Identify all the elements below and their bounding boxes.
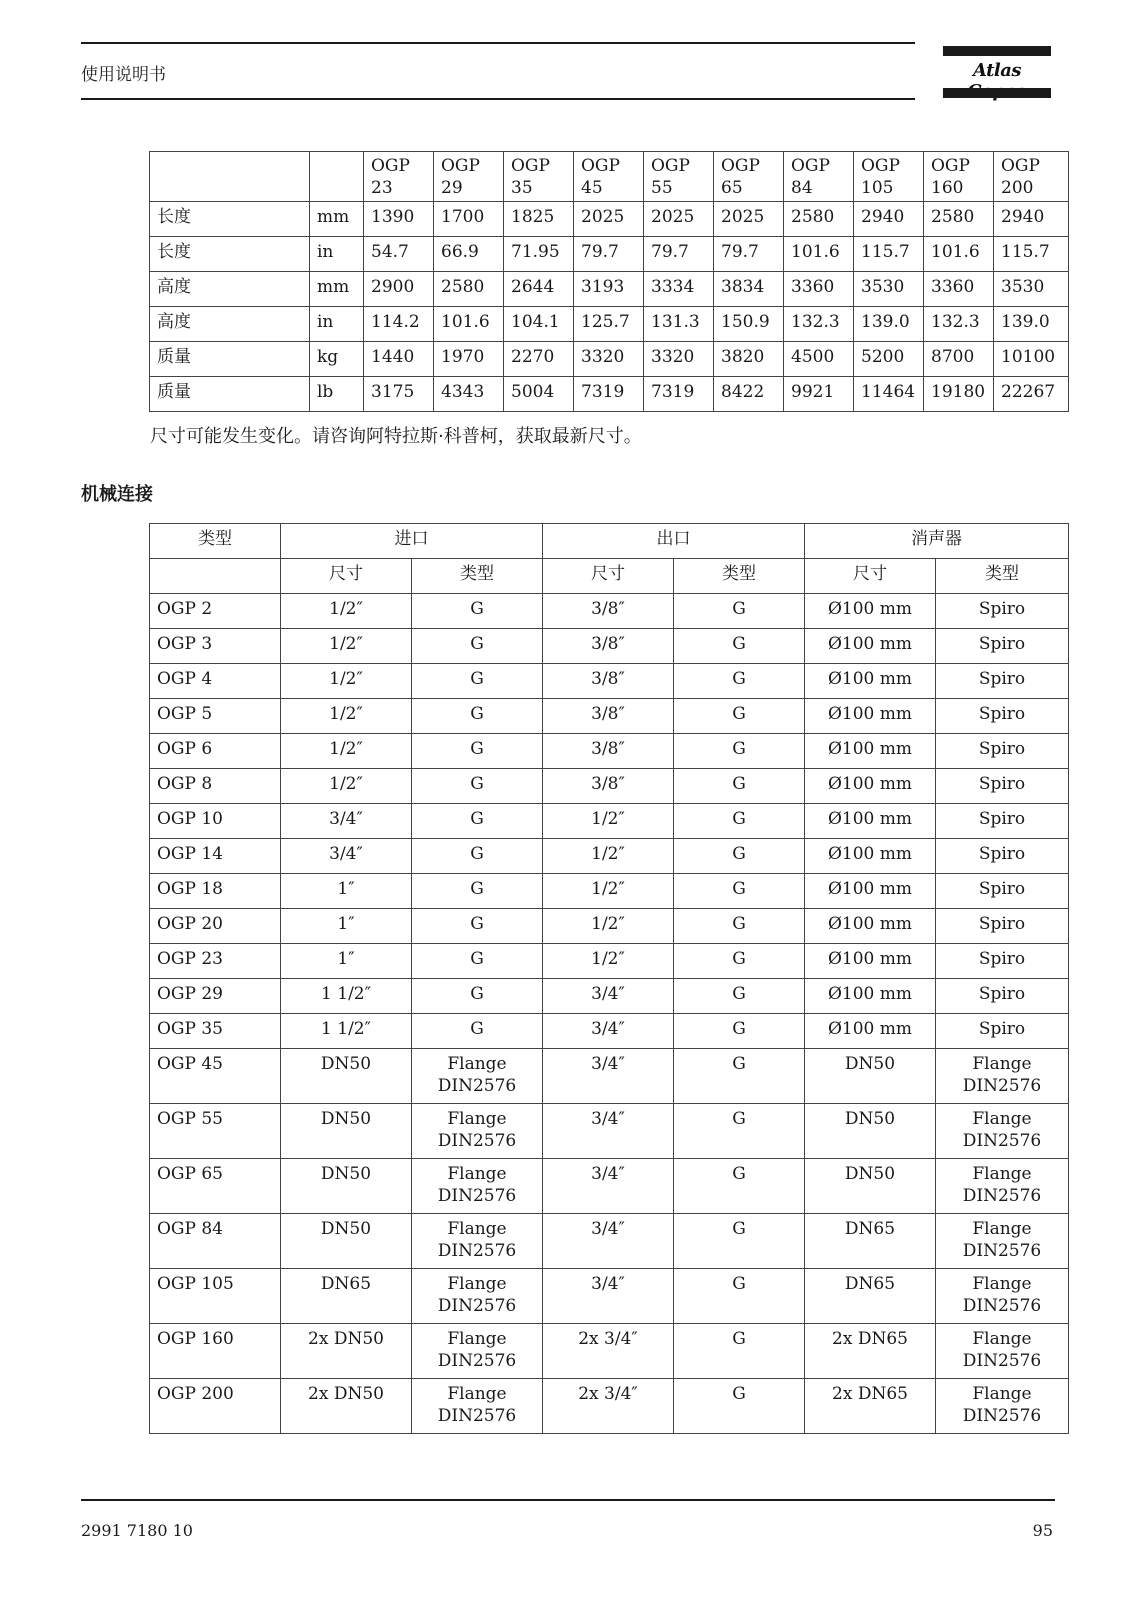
connection-value: G xyxy=(674,874,805,909)
model-header: OGP 55 xyxy=(644,152,714,202)
connection-value: 1/2″ xyxy=(281,699,412,734)
dimensions-row xyxy=(150,307,1069,342)
model-name: OGP 6 xyxy=(150,734,281,769)
dimensions-row xyxy=(150,377,1069,412)
connection-value: Spiro xyxy=(936,734,1069,769)
connection-value: Flange DIN2576 xyxy=(936,1324,1069,1379)
dimension-value: 2025 xyxy=(574,202,644,237)
connections-row xyxy=(150,664,1069,699)
dimension-value: 2025 xyxy=(714,202,784,237)
model-header: OGP 65 xyxy=(714,152,784,202)
model-header: OGP 84 xyxy=(784,152,854,202)
dimension-value: 3175 xyxy=(364,377,434,412)
connection-value: 2x 3/4″ xyxy=(543,1379,674,1434)
connection-value: Ø100 mm xyxy=(805,699,936,734)
connection-value: Spiro xyxy=(936,629,1069,664)
connection-value: G xyxy=(412,664,543,699)
connection-value: Ø100 mm xyxy=(805,594,936,629)
connection-value: G xyxy=(674,1379,805,1434)
connection-value: G xyxy=(674,1014,805,1049)
connection-value: 3/4″ xyxy=(281,804,412,839)
dimension-value: 5200 xyxy=(854,342,924,377)
connections-row xyxy=(150,979,1069,1014)
connection-value: G xyxy=(674,804,805,839)
connection-value: 2x 3/4″ xyxy=(543,1324,674,1379)
document-title: 使用说明书 xyxy=(81,65,166,85)
connection-value: Spiro xyxy=(936,874,1069,909)
dimension-value: 1440 xyxy=(364,342,434,377)
page-number: 95 xyxy=(1032,1521,1053,1540)
connection-value: 1/2″ xyxy=(281,734,412,769)
connections-row xyxy=(150,769,1069,804)
dimensions-table xyxy=(149,151,1069,412)
inlet-header: 进口 xyxy=(281,524,543,559)
dimension-value: 139.0 xyxy=(854,307,924,342)
connection-value: DN50 xyxy=(281,1049,412,1104)
dimension-value: 79.7 xyxy=(644,237,714,272)
dimension-value: 1700 xyxy=(434,202,504,237)
model-name: OGP 200 xyxy=(150,1379,281,1434)
connection-value: Flange DIN2576 xyxy=(936,1104,1069,1159)
connection-value: Spiro xyxy=(936,944,1069,979)
connection-value: 3/4″ xyxy=(543,1269,674,1324)
dimension-value: 3820 xyxy=(714,342,784,377)
dimension-value: 10100 xyxy=(994,342,1069,377)
connection-value: Ø100 mm xyxy=(805,769,936,804)
logo-bottom-bar xyxy=(943,88,1051,98)
connection-value: Ø100 mm xyxy=(805,734,936,769)
connection-value: Flange DIN2576 xyxy=(936,1269,1069,1324)
dimensions-row xyxy=(150,342,1069,377)
section-heading: 机械连接 xyxy=(81,484,153,505)
connection-value: G xyxy=(412,839,543,874)
connection-value: 1/2″ xyxy=(543,839,674,874)
model-name: OGP 8 xyxy=(150,769,281,804)
connection-value: Flange DIN2576 xyxy=(936,1214,1069,1269)
connection-value: G xyxy=(674,594,805,629)
dimension-value: 3320 xyxy=(574,342,644,377)
connection-value: Flange DIN2576 xyxy=(412,1049,543,1104)
connection-value: DN50 xyxy=(281,1159,412,1214)
connections-row xyxy=(150,1214,1069,1269)
connection-value: 2x DN50 xyxy=(281,1379,412,1434)
model-name: OGP 2 xyxy=(150,594,281,629)
model-name: OGP 4 xyxy=(150,664,281,699)
connection-value: Flange DIN2576 xyxy=(936,1379,1069,1434)
connection-value: 1″ xyxy=(281,944,412,979)
connection-value: Spiro xyxy=(936,1014,1069,1049)
connections-row xyxy=(150,1379,1069,1434)
connection-value: DN65 xyxy=(805,1269,936,1324)
connection-value: 1/2″ xyxy=(543,804,674,839)
connections-table xyxy=(149,523,1069,1434)
connection-value: 3/4″ xyxy=(543,1049,674,1104)
connection-value: DN65 xyxy=(281,1269,412,1324)
unit-label: mm xyxy=(310,272,364,307)
empty-cell xyxy=(310,152,364,202)
connection-value: DN50 xyxy=(805,1104,936,1159)
connection-value: G xyxy=(412,804,543,839)
quantity-label: 长度 xyxy=(150,237,310,272)
model-header: OGP 29 xyxy=(434,152,504,202)
dimension-value: 101.6 xyxy=(434,307,504,342)
dimension-value: 22267 xyxy=(994,377,1069,412)
connection-value: DN50 xyxy=(805,1159,936,1214)
model-header: OGP 200 xyxy=(994,152,1069,202)
dimension-value: 3360 xyxy=(784,272,854,307)
connection-value: G xyxy=(674,664,805,699)
dimension-value: 1825 xyxy=(504,202,574,237)
unit-label: lb xyxy=(310,377,364,412)
dimensions-header-row xyxy=(150,152,1069,202)
connection-value: Flange DIN2576 xyxy=(936,1159,1069,1214)
atlas-copco-logo xyxy=(943,46,1051,98)
connection-value: Spiro xyxy=(936,699,1069,734)
quantity-label: 高度 xyxy=(150,272,310,307)
connection-value: G xyxy=(674,1159,805,1214)
connection-value: Spiro xyxy=(936,769,1069,804)
connection-value: 3/8″ xyxy=(543,594,674,629)
connection-value: 3/8″ xyxy=(543,664,674,699)
sub-header: 类型 xyxy=(412,559,543,594)
empty-cell xyxy=(150,559,281,594)
connection-value: G xyxy=(674,699,805,734)
connections-row xyxy=(150,804,1069,839)
model-name: OGP 45 xyxy=(150,1049,281,1104)
connection-value: 1 1/2″ xyxy=(281,979,412,1014)
dimension-value: 101.6 xyxy=(924,237,994,272)
dimension-value: 54.7 xyxy=(364,237,434,272)
connection-value: G xyxy=(674,734,805,769)
connection-value: 3/4″ xyxy=(543,1104,674,1159)
connection-value: 3/4″ xyxy=(543,1159,674,1214)
connection-value: G xyxy=(412,1014,543,1049)
unit-label: in xyxy=(310,307,364,342)
connection-value: G xyxy=(412,699,543,734)
model-name: OGP 14 xyxy=(150,839,281,874)
dimension-value: 101.6 xyxy=(784,237,854,272)
dimension-value: 132.3 xyxy=(784,307,854,342)
unit-label: kg xyxy=(310,342,364,377)
dimension-value: 1390 xyxy=(364,202,434,237)
model-header: OGP 35 xyxy=(504,152,574,202)
model-name: OGP 55 xyxy=(150,1104,281,1159)
connection-value: Spiro xyxy=(936,909,1069,944)
connection-value: 3/8″ xyxy=(543,699,674,734)
connection-value: Ø100 mm xyxy=(805,664,936,699)
outlet-header: 出口 xyxy=(543,524,805,559)
connections-row xyxy=(150,874,1069,909)
connection-value: G xyxy=(412,979,543,1014)
connection-value: G xyxy=(674,839,805,874)
dimension-value: 139.0 xyxy=(994,307,1069,342)
dimension-value: 2580 xyxy=(924,202,994,237)
model-name: OGP 3 xyxy=(150,629,281,664)
dimension-value: 115.7 xyxy=(854,237,924,272)
dimension-value: 131.3 xyxy=(644,307,714,342)
connections-sub-header-row xyxy=(150,559,1069,594)
quantity-label: 长度 xyxy=(150,202,310,237)
connection-value: G xyxy=(674,909,805,944)
connection-value: 1 1/2″ xyxy=(281,1014,412,1049)
model-name: OGP 23 xyxy=(150,944,281,979)
connections-row xyxy=(150,839,1069,874)
connection-value: Flange DIN2576 xyxy=(412,1104,543,1159)
connections-row xyxy=(150,909,1069,944)
connection-value: Spiro xyxy=(936,664,1069,699)
connection-value: 3/8″ xyxy=(543,629,674,664)
connection-value: G xyxy=(412,944,543,979)
connection-value: 3/4″ xyxy=(543,1214,674,1269)
connection-value: 1/2″ xyxy=(281,664,412,699)
dimension-value: 3360 xyxy=(924,272,994,307)
connection-value: G xyxy=(674,769,805,804)
connection-value: 2x DN65 xyxy=(805,1324,936,1379)
dimension-value: 132.3 xyxy=(924,307,994,342)
sub-header: 类型 xyxy=(674,559,805,594)
connection-value: Spiro xyxy=(936,594,1069,629)
connection-value: G xyxy=(674,629,805,664)
connection-value: DN65 xyxy=(805,1214,936,1269)
connection-value: Ø100 mm xyxy=(805,629,936,664)
dimension-value: 3530 xyxy=(994,272,1069,307)
silencer-header: 消声器 xyxy=(805,524,1069,559)
model-name: OGP 20 xyxy=(150,909,281,944)
dimension-value: 4500 xyxy=(784,342,854,377)
dimension-value: 125.7 xyxy=(574,307,644,342)
model-header: OGP 23 xyxy=(364,152,434,202)
model-name: OGP 5 xyxy=(150,699,281,734)
model-header: OGP 160 xyxy=(924,152,994,202)
header-top-rule xyxy=(81,42,915,44)
connection-value: G xyxy=(412,734,543,769)
dimension-value: 66.9 xyxy=(434,237,504,272)
empty-cell xyxy=(150,152,310,202)
connection-value: Ø100 mm xyxy=(805,909,936,944)
model-name: OGP 35 xyxy=(150,1014,281,1049)
connection-value: G xyxy=(412,594,543,629)
dimension-value: 3320 xyxy=(644,342,714,377)
dimension-value: 9921 xyxy=(784,377,854,412)
connection-value: G xyxy=(674,1324,805,1379)
connections-row xyxy=(150,1159,1069,1214)
dimension-value: 2025 xyxy=(644,202,714,237)
connection-value: 1/2″ xyxy=(543,909,674,944)
connections-row xyxy=(150,944,1069,979)
connection-value: 1/2″ xyxy=(543,944,674,979)
connection-value: DN50 xyxy=(281,1214,412,1269)
connections-row xyxy=(150,1269,1069,1324)
dimension-value: 5004 xyxy=(504,377,574,412)
header-bottom-rule xyxy=(81,98,915,100)
connection-value: Ø100 mm xyxy=(805,944,936,979)
logo-top-bar xyxy=(943,46,1051,56)
connection-value: 3/8″ xyxy=(543,734,674,769)
model-name: OGP 105 xyxy=(150,1269,281,1324)
connection-value: Spiro xyxy=(936,839,1069,874)
document-number: 2991 7180 10 xyxy=(81,1521,193,1540)
model-name: OGP 160 xyxy=(150,1324,281,1379)
model-name: OGP 84 xyxy=(150,1214,281,1269)
connection-value: 1/2″ xyxy=(281,769,412,804)
connections-group-header-row xyxy=(150,524,1069,559)
sub-header: 尺寸 xyxy=(543,559,674,594)
dimension-value: 3193 xyxy=(574,272,644,307)
model-header: OGP 105 xyxy=(854,152,924,202)
type-header: 类型 xyxy=(150,524,281,559)
connection-value: 1/2″ xyxy=(543,874,674,909)
connection-value: Flange DIN2576 xyxy=(412,1324,543,1379)
connection-value: Ø100 mm xyxy=(805,1014,936,1049)
dimension-value: 2644 xyxy=(504,272,574,307)
dimension-value: 11464 xyxy=(854,377,924,412)
dimension-value: 3530 xyxy=(854,272,924,307)
unit-label: mm xyxy=(310,202,364,237)
dimension-value: 19180 xyxy=(924,377,994,412)
connection-value: G xyxy=(412,909,543,944)
connections-row xyxy=(150,629,1069,664)
connection-value: Ø100 mm xyxy=(805,839,936,874)
sub-header: 类型 xyxy=(936,559,1069,594)
connection-value: G xyxy=(412,874,543,909)
connection-value: Spiro xyxy=(936,979,1069,1014)
connection-value: Ø100 mm xyxy=(805,874,936,909)
dimension-value: 2580 xyxy=(784,202,854,237)
model-name: OGP 29 xyxy=(150,979,281,1014)
dimension-value: 3834 xyxy=(714,272,784,307)
connection-value: G xyxy=(674,1049,805,1104)
dimension-value: 115.7 xyxy=(994,237,1069,272)
dimension-value: 7319 xyxy=(574,377,644,412)
connection-value: Flange DIN2576 xyxy=(936,1049,1069,1104)
dimension-value: 79.7 xyxy=(574,237,644,272)
dimension-value: 2900 xyxy=(364,272,434,307)
connection-value: G xyxy=(674,944,805,979)
connection-value: Ø100 mm xyxy=(805,979,936,1014)
connection-value: Flange DIN2576 xyxy=(412,1159,543,1214)
connections-row xyxy=(150,1014,1069,1049)
connection-value: DN50 xyxy=(805,1049,936,1104)
logo-text: Atlas xyxy=(972,60,1022,81)
connection-value: Flange DIN2576 xyxy=(412,1269,543,1324)
model-name: OGP 10 xyxy=(150,804,281,839)
connections-row xyxy=(150,594,1069,629)
connection-value: 1/2″ xyxy=(281,629,412,664)
connection-value: Ø100 mm xyxy=(805,804,936,839)
quantity-label: 质量 xyxy=(150,342,310,377)
dimension-value: 2940 xyxy=(854,202,924,237)
connection-value: 2x DN50 xyxy=(281,1324,412,1379)
dimensions-row xyxy=(150,272,1069,307)
connection-value: G xyxy=(674,979,805,1014)
dimension-value: 7319 xyxy=(644,377,714,412)
connection-value: G xyxy=(412,629,543,664)
dimension-value: 79.7 xyxy=(714,237,784,272)
footer-rule xyxy=(81,1499,1055,1501)
model-name: OGP 18 xyxy=(150,874,281,909)
dimension-value: 4343 xyxy=(434,377,504,412)
sub-header: 尺寸 xyxy=(281,559,412,594)
connection-value: 3/4″ xyxy=(281,839,412,874)
dimension-value: 2580 xyxy=(434,272,504,307)
connections-row xyxy=(150,1049,1069,1104)
unit-label: in xyxy=(310,237,364,272)
connections-row xyxy=(150,699,1069,734)
connection-value: 1/2″ xyxy=(281,594,412,629)
connection-value: 1″ xyxy=(281,874,412,909)
connection-value: G xyxy=(674,1214,805,1269)
dimension-value: 8700 xyxy=(924,342,994,377)
dimension-value: 104.1 xyxy=(504,307,574,342)
connection-value: Flange DIN2576 xyxy=(412,1379,543,1434)
dimensions-note: 尺寸可能发生变化。请咨询阿特拉斯·科普柯，获取最新尺寸。 xyxy=(150,426,642,447)
model-header: OGP 45 xyxy=(574,152,644,202)
dimensions-row xyxy=(150,237,1069,272)
connection-value: G xyxy=(674,1269,805,1324)
connections-row xyxy=(150,1324,1069,1379)
connection-value: 3/4″ xyxy=(543,979,674,1014)
connection-value: G xyxy=(412,769,543,804)
dimension-value: 2270 xyxy=(504,342,574,377)
connection-value: 2x DN65 xyxy=(805,1379,936,1434)
dimension-value: 1970 xyxy=(434,342,504,377)
model-name: OGP 65 xyxy=(150,1159,281,1214)
dimension-value: 114.2 xyxy=(364,307,434,342)
connections-row xyxy=(150,1104,1069,1159)
sub-header: 尺寸 xyxy=(805,559,936,594)
dimension-value: 3334 xyxy=(644,272,714,307)
quantity-label: 质量 xyxy=(150,377,310,412)
connection-value: DN50 xyxy=(281,1104,412,1159)
dimension-value: 71.95 xyxy=(504,237,574,272)
connection-value: 3/4″ xyxy=(543,1014,674,1049)
connection-value: Flange DIN2576 xyxy=(412,1214,543,1269)
connection-value: 1″ xyxy=(281,909,412,944)
connection-value: 3/8″ xyxy=(543,769,674,804)
dimensions-row xyxy=(150,202,1069,237)
dimension-value: 150.9 xyxy=(714,307,784,342)
quantity-label: 高度 xyxy=(150,307,310,342)
dimension-value: 8422 xyxy=(714,377,784,412)
dimension-value: 2940 xyxy=(994,202,1069,237)
connections-row xyxy=(150,734,1069,769)
connection-value: Spiro xyxy=(936,804,1069,839)
connection-value: G xyxy=(674,1104,805,1159)
